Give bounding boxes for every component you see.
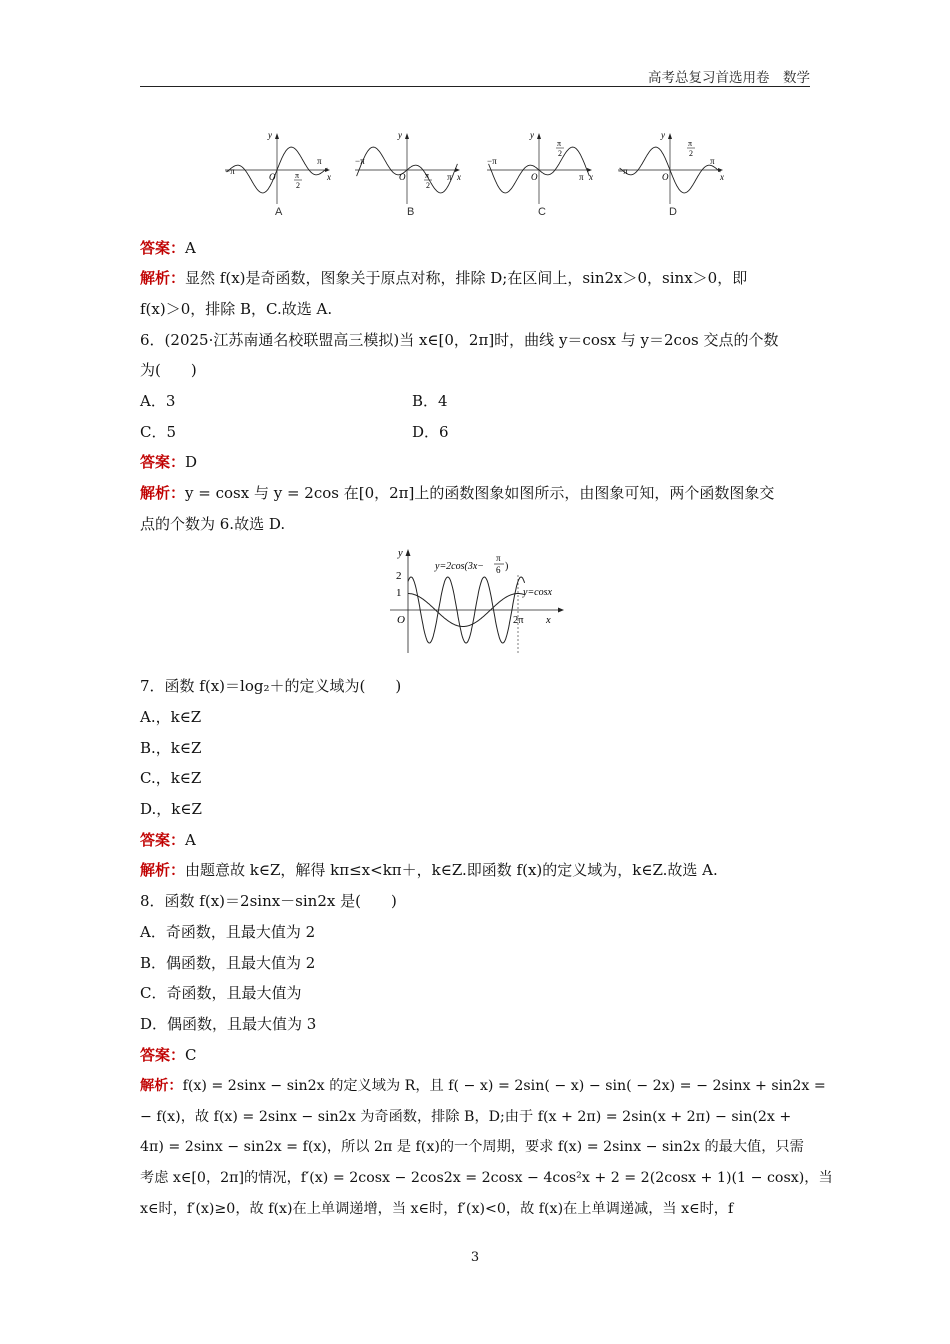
page-number: 3	[470, 1250, 480, 1265]
q8-option-a: A．奇函数，且最大值为 2	[140, 923, 316, 941]
pi-label: π	[710, 156, 715, 166]
x-label: x	[457, 172, 461, 182]
graph-d	[618, 130, 724, 204]
header-rule	[140, 86, 810, 87]
analysis-text: 显然 f(x)是奇函数，图象关于原点对称，排除 D;在区间上，sin2x＞0，sinx＞0，即	[185, 269, 748, 287]
y-label: y	[398, 548, 403, 559]
q8-analysis-line1	[140, 1076, 826, 1096]
graph-a	[225, 130, 331, 204]
q6-stem-line1: 6．(2025·江苏南通名校联盟高三模拟)当 x∈[0，2π]时，曲线 y＝cosx 与 y＝2cos 交点的个数	[140, 331, 779, 349]
y-axis-arrow-icon	[405, 133, 409, 139]
q6-stem-line2: 为( )	[140, 361, 197, 379]
half-pi-numerator: π	[425, 171, 430, 180]
q7-option-b: B.，k∈Z	[140, 739, 202, 757]
q7-answer	[140, 830, 196, 850]
q7-option-d: D.，k∈Z	[140, 800, 202, 818]
half-pi-denominator: 2	[689, 149, 693, 158]
pi-label: π	[447, 172, 452, 182]
half-pi-numerator: π	[688, 139, 693, 148]
answer-value: A	[185, 831, 196, 849]
q7-option-a: A.，k∈Z	[140, 708, 202, 726]
origin-label: O	[397, 614, 405, 626]
analysis-label: 解析：	[140, 484, 186, 502]
y-label: y	[398, 130, 402, 140]
q8-option-d: D．偶函数，且最大值为 3	[140, 1015, 317, 1033]
q6-analysis-line2: 点的个数为 6.故选 D.	[140, 515, 286, 533]
half-pi-numerator: π	[295, 171, 300, 180]
neg-pi-label: −π	[225, 166, 235, 176]
graph-c	[487, 130, 593, 204]
x-axis-arrow-icon	[558, 608, 564, 613]
page-header: 高考总复习首选用卷 数学	[648, 70, 810, 86]
analysis-label: 解析：	[140, 269, 186, 287]
x-label: x	[546, 615, 551, 626]
x-label: x	[589, 172, 593, 182]
caption-a: A	[275, 206, 283, 218]
analysis-label: 解析：	[140, 1078, 183, 1094]
origin-label: O	[399, 172, 406, 182]
q6-option-a: A．3	[140, 392, 176, 410]
x-label: x	[720, 172, 724, 182]
q7-stem: 7．函数 f(x)＝log₂＋的定义域为( )	[140, 677, 402, 695]
neg-pi-label: −π	[618, 166, 628, 176]
caption-d: D	[669, 206, 677, 218]
label-2cos-close: )	[505, 561, 509, 572]
graph-b	[355, 130, 461, 204]
q8-option-b: B．偶函数，且最大值为 2	[140, 954, 316, 972]
q8-analysis-line2: − f(x)，故 f(x) = 2sinx − sin2x 为奇函数，排除 B，D;由于 f(x + 2π) = 2sin(x + 2π) − sin(2x +	[140, 1109, 792, 1125]
q6-option-b: B．4	[412, 392, 448, 410]
answer-label: 答案：	[140, 831, 186, 849]
q8-answer	[140, 1045, 197, 1065]
q6-answer	[140, 452, 197, 472]
pi-label: π	[579, 172, 584, 182]
q6-option-c: C．5	[140, 423, 177, 441]
origin-label: O	[531, 172, 538, 182]
tick-2: 2	[396, 570, 402, 582]
caption-b: B	[407, 206, 415, 218]
q8-analysis-line4: 考虑 x∈[0，2π]的情况，f′(x) = 2cosx − 2cos2x = 2cosx − 4cos²x + 2 = 2(2cosx + 1)(1 − cosx)，当	[140, 1170, 833, 1186]
caption-c: C	[538, 206, 546, 218]
two-pi-label: 2π	[513, 615, 524, 626]
analysis-text: f(x) = 2sinx − sin2x 的定义域为 R，且 f( − x) = 2sin( − x) − sin( − 2x) = − 2sinx + sin2x =	[182, 1078, 826, 1094]
label-2cos: y=2cos(3x−	[435, 561, 485, 572]
x-label: x	[327, 172, 331, 182]
q8-analysis-line3: 4π) = 2sinx − sin2x = f(x)，所以 2π 是 f(x)的一个周期，要求 f(x) = 2sinx − sin2x 的最大值，只需	[140, 1139, 804, 1155]
half-pi-denominator: 2	[296, 181, 300, 190]
origin-label: O	[662, 172, 669, 182]
half-pi-numerator: π	[557, 139, 562, 148]
q6-analysis-line1	[140, 483, 774, 503]
y-axis-arrow-icon	[668, 133, 672, 139]
label-2cos-6: 6	[496, 565, 501, 575]
answer-label: 答案：	[140, 239, 186, 257]
answer-value: C	[185, 1046, 197, 1064]
analysis-text: y = cosx 与 y = 2cos 在[0，2π]上的函数图象如图所示，由图象可知，两个函数图象交	[185, 484, 775, 502]
y-axis-arrow-icon	[275, 133, 279, 139]
q8-stem: 8．函数 f(x)＝2sinx－sin2x 是( )	[140, 892, 397, 910]
q6-option-d: D．6	[412, 423, 449, 441]
neg-pi-label: −π	[487, 156, 497, 166]
y-label: y	[530, 130, 534, 140]
analysis-text: 由题意故 k∈Z，解得 kπ≤x<kπ＋，k∈Z.即函数 f(x)的定义域为，k∈Z.故选 A.	[185, 861, 718, 879]
q7-option-c: C.，k∈Z	[140, 769, 202, 787]
answer-value: A	[185, 239, 196, 257]
analysis-label: 解析：	[140, 861, 186, 879]
label-cosx: y=cosx	[523, 587, 552, 598]
q5-answer	[140, 238, 196, 258]
half-pi-denominator: 2	[426, 181, 430, 190]
answer-label: 答案：	[140, 1046, 186, 1064]
q7-analysis-line1	[140, 860, 718, 880]
q5-analysis-line2: f(x)＞0，排除 B，C.故选 A.	[140, 300, 333, 318]
tick-1: 1	[396, 587, 402, 599]
y-axis-arrow-icon	[537, 133, 541, 139]
origin-label: O	[269, 172, 276, 182]
y-axis-arrow-icon	[406, 549, 411, 556]
neg-pi-label: −π	[355, 156, 365, 166]
label-2cos-pi: π	[496, 553, 501, 563]
q8-option-c: C．奇函数，且最大值为	[140, 984, 302, 1002]
answer-value: D	[185, 453, 198, 471]
y-label: y	[661, 130, 665, 140]
half-pi-denominator: 2	[558, 149, 562, 158]
answer-label: 答案：	[140, 453, 186, 471]
q5-analysis-line1	[140, 268, 747, 288]
pi-label: π	[317, 156, 322, 166]
figure-cos-intersections	[388, 545, 568, 657]
figure-option-graphs	[225, 128, 735, 210]
y-label: y	[268, 130, 272, 140]
q8-analysis-line5: x∈时，f′(x)≥0，故 f(x)在上单调递增，当 x∈时，f′(x)<0，故 f(x)在上单调递减，当 x∈时，f	[140, 1201, 734, 1217]
